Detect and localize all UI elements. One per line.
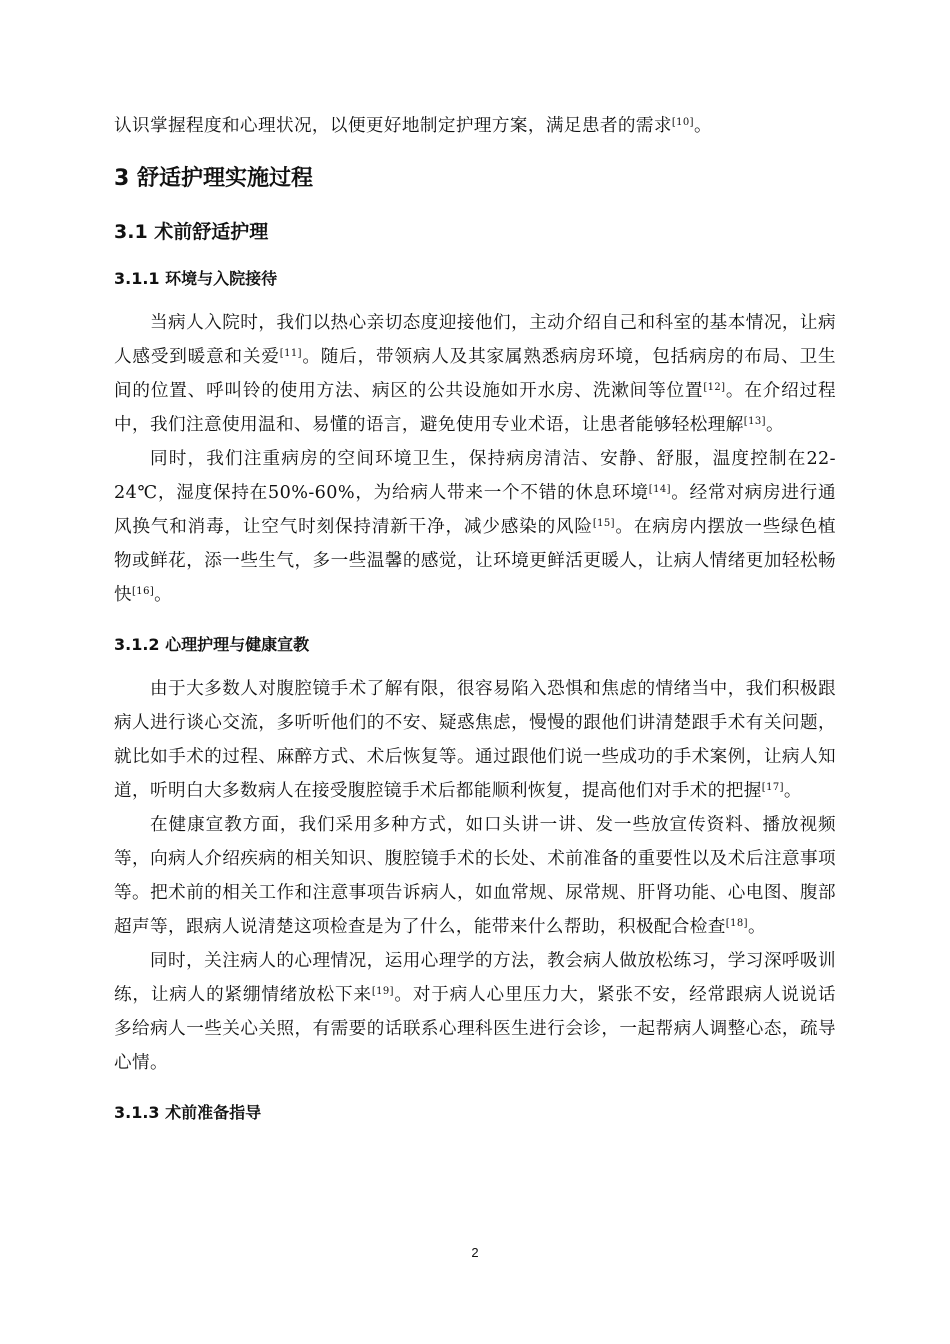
paragraph-311-1: 当病人入院时，我们以热心亲切态度迎接他们，主动介绍自己和科室的基本情况，让病人感受到暖意和关爱[11]。随后，带领病人及其家属熟悉病房环境，包括病房的布局、卫生间的位置、呼叫铃的使用方法、病区的公共设施如开水房、洗漱间等位置[12]。在介绍过程中，我们注意使用温和、易懂的语言，避免使用专业术语，让患者能够轻松理解[13]。 [114, 313, 836, 435]
citation: [16] [132, 586, 155, 597]
citation: [19] [371, 986, 394, 997]
subsubsection-heading-311: 3.1.1 环境与入院接待 [114, 269, 278, 288]
subsubsection-heading-312: 3.1.2 心理护理与健康宣教 [114, 635, 310, 654]
paragraph-311-2: 同时，我们注重病房的空间环境卫生，保持病房清洁、安静、舒服，温度控制在22-24℃，湿度保持在50%-60%，为给病人带来一个不错的休息环境[14]。经常对病房进行通风换气和消毒，让空气时刻保持清新干净，减少感染的风险[15]。在病房内摆放一些绿色植物或鲜花，添一些生气，多一些温馨的感觉，让环境更鲜活更暖人，让病人情绪更加轻松畅快[16]。 [114, 449, 836, 605]
citation: [15] [592, 518, 615, 529]
paragraph-312-2: 在健康宣教方面，我们采用多种方式，如口头讲一讲、发一些放宣传资料、播放视频等，向病人介绍疾病的相关知识、腹腔镜手术的长处、术前准备的重要性以及术后注意事项等。把术前的相关工作和注意事项告诉病人，如血常规、尿常规、肝肾功能、心电图、腹部超声等，跟病人说清楚这项检查是为了什么，能带来什么帮助，积极配合检查[18]。 [114, 815, 836, 937]
subsubsection-heading-313: 3.1.3 术前准备指导 [114, 1103, 262, 1122]
page-body [114, 109, 836, 1140]
subsection-heading: 3.1 术前舒适护理 [114, 221, 269, 243]
citation: [17] [761, 782, 784, 793]
paragraph-312-3: 同时，关注病人的心理情况，运用心理学的方法，教会病人做放松练习，学习深呼吸训练，让病人的紧绷情绪放松下来[19]。对于病人心里压力大，紧张不安，经常跟病人说说话多给病人一些关心关照，有需要的话联系心理科医生进行会诊，一起帮病人调整心态，疏导心情。 [114, 951, 836, 1073]
section-heading: 3 舒适护理实施过程 [114, 166, 313, 191]
citation: [14] [648, 484, 671, 495]
citation: [13] [743, 416, 766, 427]
citation: [11] [279, 348, 302, 359]
opening-paragraph: 认识掌握程度和心理状况，以便更好地制定护理方案，满足患者的需求[10]。 [114, 116, 712, 136]
citation: [10] [671, 117, 694, 128]
citation: [12] [703, 382, 726, 393]
page-number: 2 [471, 1245, 479, 1260]
paragraph-312-1: 由于大多数人对腹腔镜手术了解有限，很容易陷入恐惧和焦虑的情绪当中，我们积极跟病人进行谈心交流，多听听他们的不安、疑惑焦虑，慢慢的跟他们讲清楚跟手术有关问题，就比如手术的过程、麻醉方式、术后恢复等。通过跟他们说一些成功的手术案例，让病人知道，听明白大多数病人在接受腹腔镜手术后都能顺利恢复，提高他们对手术的把握[17]。 [114, 679, 836, 801]
citation: [18] [725, 918, 748, 929]
